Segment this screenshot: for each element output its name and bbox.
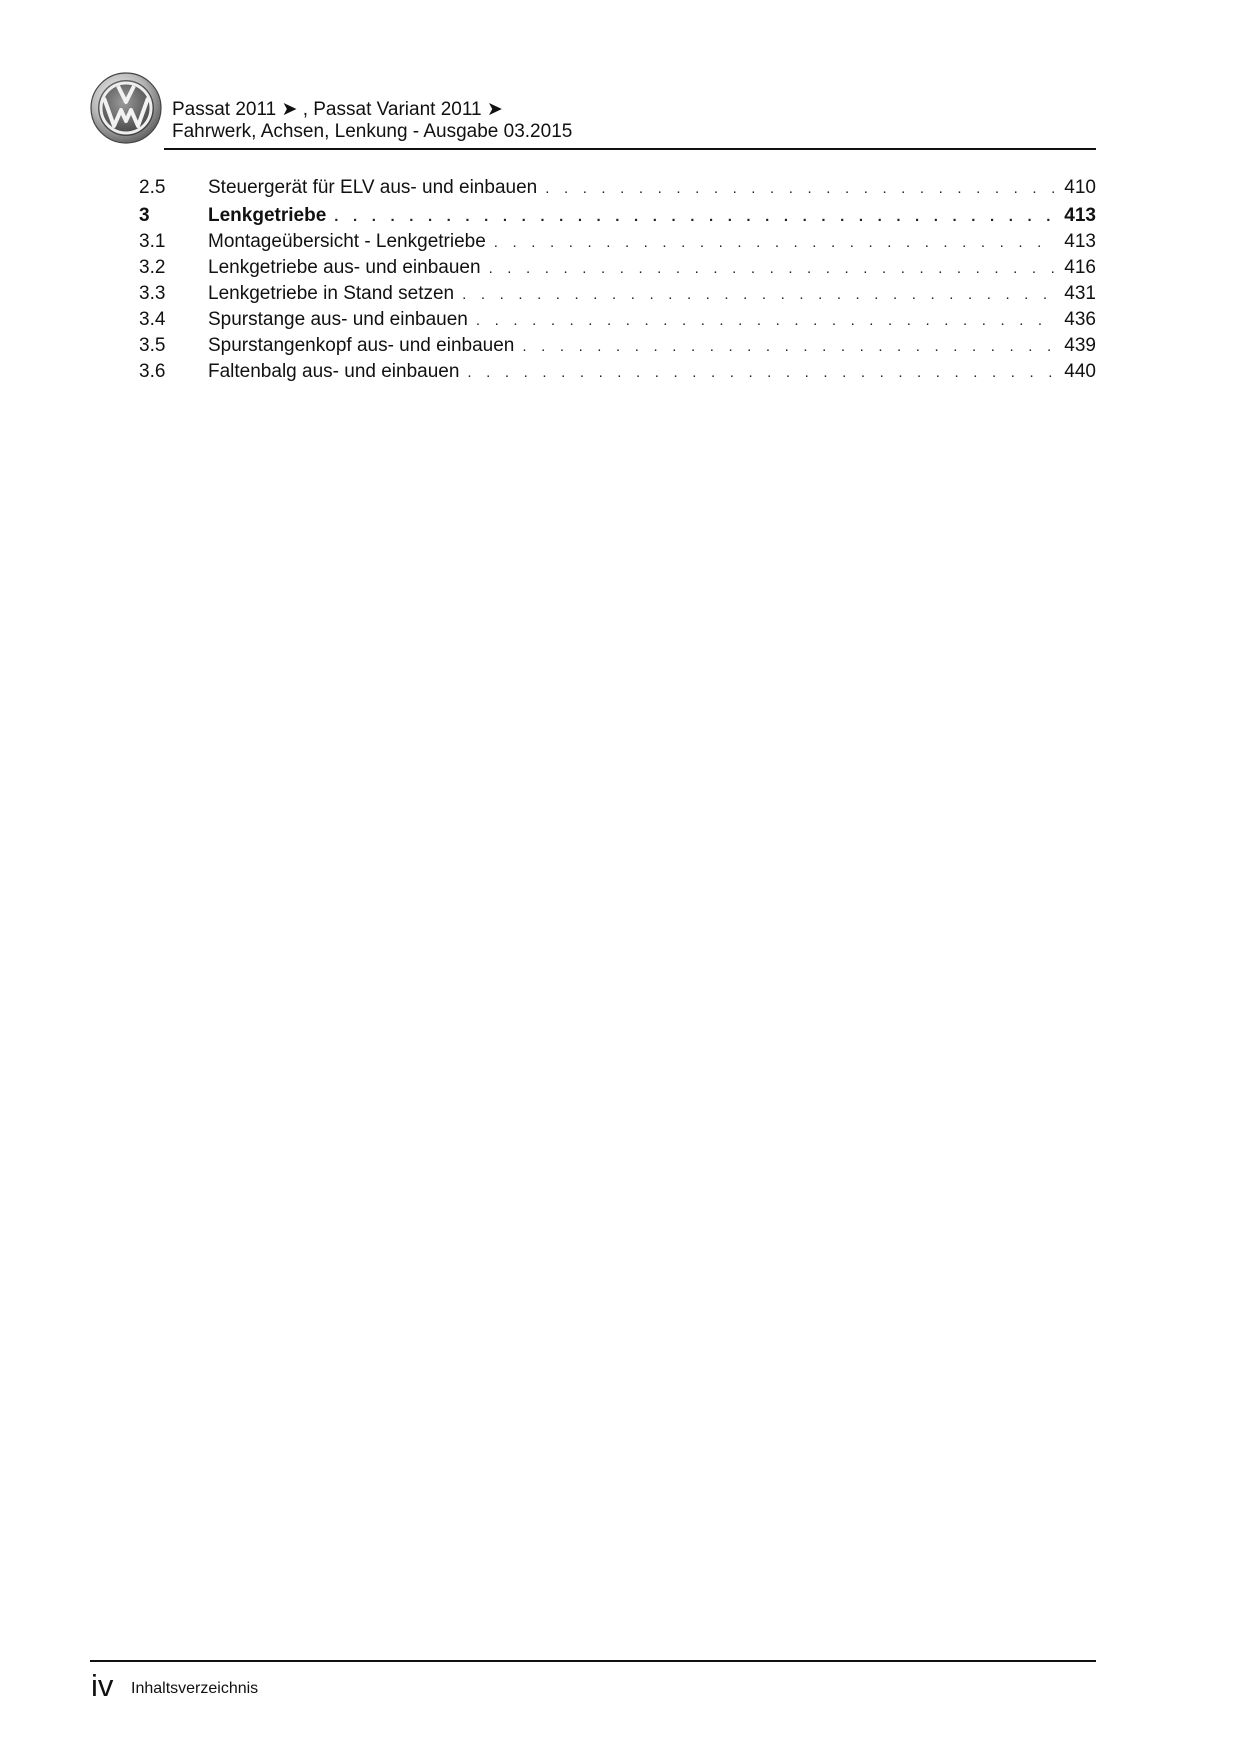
toc-entry-title: Faltenbalg aus- und einbauen [208,361,460,382]
toc-entry-title: Lenkgetriebe in Stand setzen [208,283,455,304]
document-title [172,99,572,143]
toc-entry-number: 3.4 [139,309,166,330]
toc-leader-dots [334,205,1056,229]
toc-entry[interactable] [139,176,1096,200]
toc-entry[interactable] [139,282,1096,306]
footer-page-number: iv [91,1668,114,1703]
header-model-line: Passat 2011 ➤ , Passat Variant 2011 ➤ [172,99,503,120]
toc-entry-number: 3 [139,205,150,226]
toc-chapter-entry[interactable] [139,204,1096,228]
toc-entry[interactable] [139,256,1096,280]
toc-entry-number: 2.5 [139,177,166,198]
toc-entry-number: 3.6 [139,361,166,382]
toc-entry-number: 3.1 [139,231,166,252]
toc-entry[interactable] [139,308,1096,332]
toc-leader-dots [467,361,1056,385]
toc-leader-dots [489,257,1057,281]
toc-entry-title: Spurstangenkopf aus- und einbauen [208,335,515,356]
toc-leader-dots [494,231,1057,255]
toc-entry-page: 413 [1064,231,1096,252]
toc-entry-page: 436 [1064,309,1096,330]
toc-entry-number: 3.5 [139,335,166,356]
toc-leader-dots [545,177,1056,201]
toc-entry-title: Lenkgetriebe [208,205,327,226]
toc-entry[interactable] [139,334,1096,358]
header-subject-line: Fahrwerk, Achsen, Lenkung - Ausgabe 03.2015 [172,121,573,142]
vw-logo-icon [90,72,162,144]
toc-entry-page: 410 [1064,177,1096,198]
toc-entry-page: 440 [1064,361,1096,382]
toc-leader-dots [476,309,1056,333]
page-header [90,72,1096,150]
toc-leader-dots [462,283,1056,307]
toc-entry-title: Lenkgetriebe aus- und einbauen [208,257,481,278]
toc-entry[interactable] [139,230,1096,254]
toc-entry-title: Spurstange aus- und einbauen [208,309,468,330]
toc-entry-page: 416 [1064,257,1096,278]
toc-entry-page: 439 [1064,335,1096,356]
toc-entry-number: 3.2 [139,257,166,278]
toc-entry-page: 431 [1064,283,1096,304]
toc-entry-number: 3.3 [139,283,166,304]
toc-entry-page: 413 [1064,205,1096,226]
footer-divider [90,1660,1096,1662]
footer-section-label: Inhaltsverzeichnis [131,1680,259,1697]
header-divider [164,148,1096,150]
toc-entry[interactable] [139,360,1096,384]
toc-entry-title: Steuergerät für ELV aus- und einbauen [208,177,538,198]
toc-leader-dots [522,335,1056,359]
toc-entry-title: Montageübersicht - Lenkgetriebe [208,231,486,252]
